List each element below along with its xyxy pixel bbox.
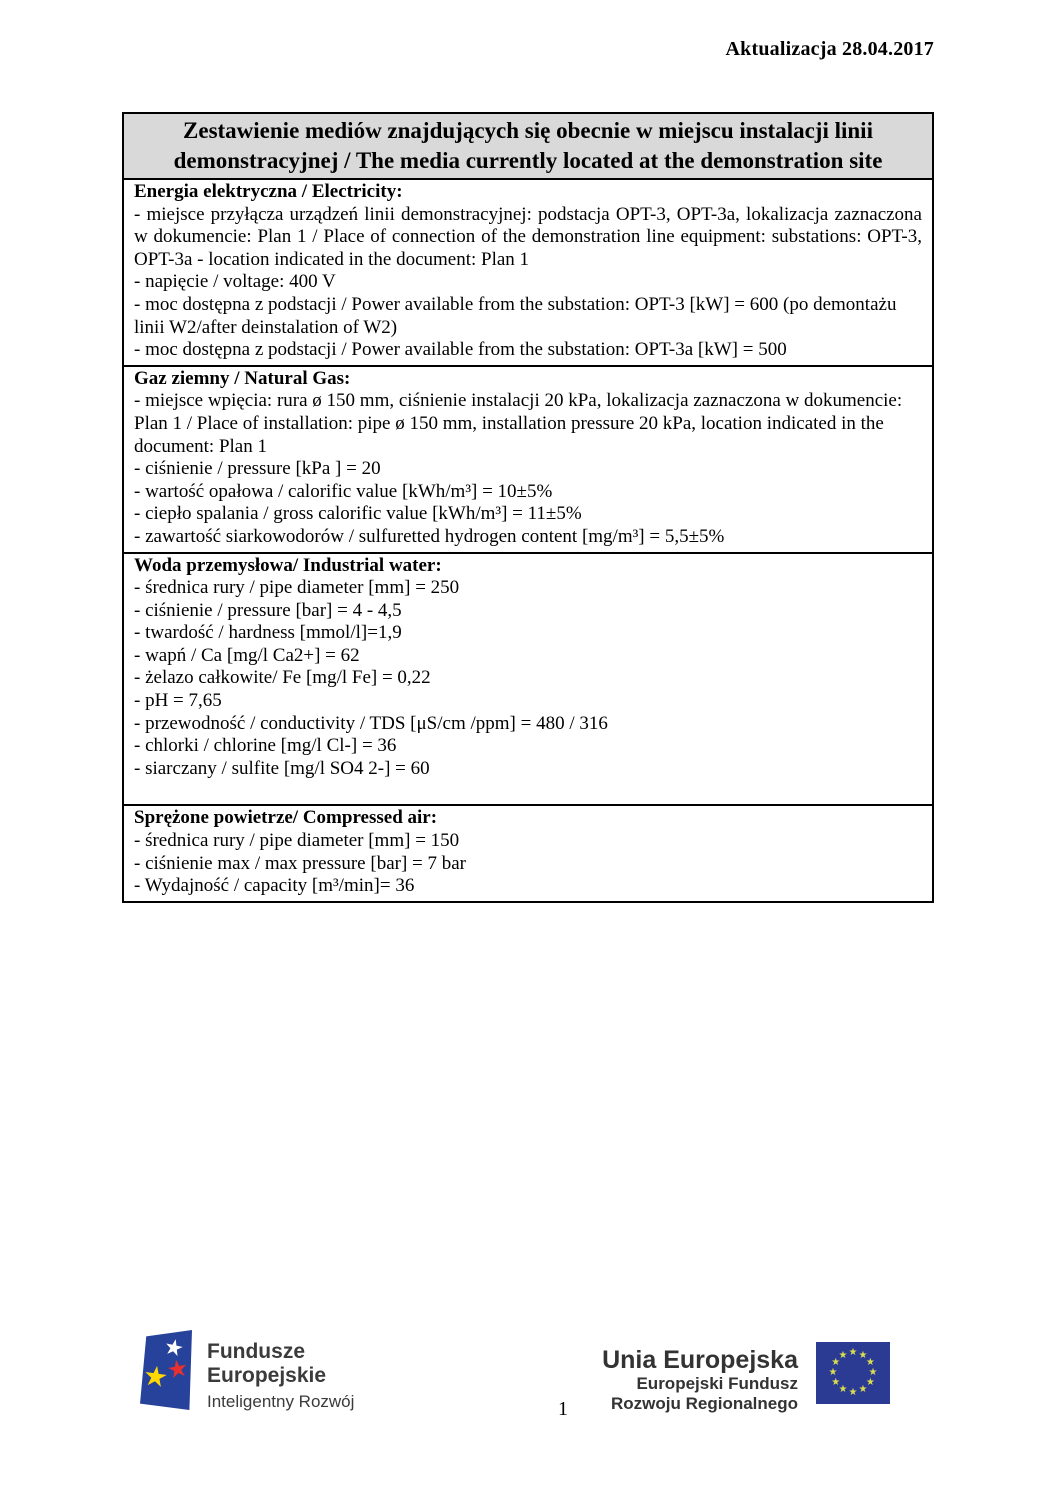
section-heading: Gaz ziemny / Natural Gas: — [134, 367, 351, 389]
update-note: Aktualizacja 28.04.2017 — [725, 38, 934, 60]
media-section — [124, 806, 932, 900]
white-star-icon: ★ — [161, 1333, 187, 1362]
programme-title-line1: Fundusze — [207, 1340, 305, 1363]
programme-subtitle: Inteligentny Rozwój — [207, 1392, 355, 1411]
section-line: - moc dostępna z podstacji / Power available from the substation: OPT-3a [kW] = 500 — [134, 339, 787, 361]
section-line: - średnica rury / pipe diameter [mm] = 150 — [134, 830, 460, 852]
eu-star-icon: ★ — [831, 1357, 841, 1368]
section-heading: Energia elektryczna / Electricity: — [134, 181, 403, 202]
eu-star-icon: ★ — [848, 1347, 858, 1358]
section-line: - twardość / hardness [mmol/l]=1,9 — [134, 622, 402, 644]
section-line: - miejsce wpięcia: rura ø 150 mm, ciśnienie instalacji 20 kPa, lokalizacja zaznaczona w dokumencie: Plan 1 / Place of installation: pipe ø 150 mm, installation pressure 20 kPa, location indicated in the document: Plan 1 — [134, 390, 903, 457]
unia-europejska-logo — [602, 1342, 890, 1414]
media-section — [124, 180, 932, 367]
programme-title-line2: Europejskie — [207, 1364, 327, 1387]
media-section — [124, 367, 932, 554]
section-line: - chlorki / chlorine [mg/l Cl-] = 36 — [134, 735, 397, 757]
eu-star-icon: ★ — [828, 1367, 838, 1378]
eu-star-icon: ★ — [838, 1349, 848, 1361]
eu-star-icon: ★ — [865, 1377, 875, 1388]
section-line: - żelazo całkowite/ Fe [mg/l Fe] = 0,22 — [134, 667, 431, 689]
section-line: - napięcie / voltage: 400 V — [134, 271, 336, 293]
section-line: - pH = 7,65 — [134, 690, 222, 712]
eu-star-icon: ★ — [865, 1357, 875, 1368]
section-line: - ciśnienie max / max pressure [bar] = 7 bar — [134, 852, 467, 874]
page-number: 1 — [558, 1398, 568, 1420]
eu-star-icon: ★ — [831, 1377, 841, 1388]
section-line: - ciepło spalania / gross calorific value [kWh/m³] = 11±5% — [134, 503, 582, 525]
fundusze-europejskie-flag-icon — [140, 1330, 192, 1410]
section-line: - miejsce przyłącza urządzeń linii demonstracyjnej: podstacja OPT-3, OPT-3a, lokalizacja zaznaczona w dokumencie: Plan 1 / Place of connection of the demonstration line equipment: substations: OPT-3, OPT-3a - location indicated in the document: Plan 1 — [134, 203, 922, 270]
section-line: - siarczany / sulfite [mg/l SO4 2-] = 60 — [134, 757, 430, 779]
section-line: - Wydajność / capacity [m³/min]= 36 — [134, 875, 415, 897]
unia-europejska-text — [602, 1342, 798, 1414]
eu-star-icon: ★ — [858, 1349, 868, 1361]
section-line: - zawartość siarkowodorów / sulfuretted hydrogen content [mg/m³] = 5,5±5% — [134, 525, 725, 547]
section-line: - ciśnienie / pressure [kPa ] = 20 — [134, 458, 381, 480]
eu-star-icon: ★ — [848, 1387, 858, 1398]
eu-star-icon: ★ — [858, 1384, 868, 1396]
eu-flag-icon — [816, 1342, 890, 1404]
eu-subtitle-line2: Rozwoju Regionalnego — [611, 1394, 798, 1413]
eu-star-icon: ★ — [838, 1384, 848, 1396]
red-star-icon: ★ — [164, 1354, 191, 1385]
eu-star-icon: ★ — [868, 1367, 878, 1378]
section-line: - średnica rury / pipe diameter [mm] = 250 — [134, 577, 460, 599]
fundusze-europejskie-logo — [140, 1330, 354, 1412]
eu-title: Unia Europejska — [602, 1346, 798, 1374]
section-line: - wapń / Ca [mg/l Ca2+] = 62 — [134, 644, 360, 666]
section-line: - moc dostępna z podstacji / Power available from the substation: OPT-3 [kW] = 600 (po demontażu linii W2/after deinstalation of W2) — [134, 293, 897, 338]
section-heading: Woda przemysłowa/ Industrial water: — [134, 554, 442, 576]
yellow-star-icon: ★ — [141, 1359, 171, 1394]
fundusze-europejskie-text — [207, 1330, 354, 1412]
section-line: - ciśnienie / pressure [bar] = 4 - 4,5 — [134, 599, 402, 621]
media-table — [122, 112, 934, 903]
eu-subtitle-line1: Europejski Fundusz — [636, 1374, 798, 1393]
table-title: Zestawienie mediów znajdujących się obecnie w miejscu instalacji linii demonstracyjnej / The media currently located at the demonstration site — [124, 114, 932, 180]
section-line: - wartość opałowa / calorific value [kWh/m³] = 10±5% — [134, 480, 553, 502]
media-section — [124, 554, 932, 807]
section-heading: Sprężone powietrze/ Compressed air: — [134, 807, 438, 829]
section-line: - przewodność / conductivity / TDS [μS/cm /ppm] = 480 / 316 — [134, 712, 608, 734]
